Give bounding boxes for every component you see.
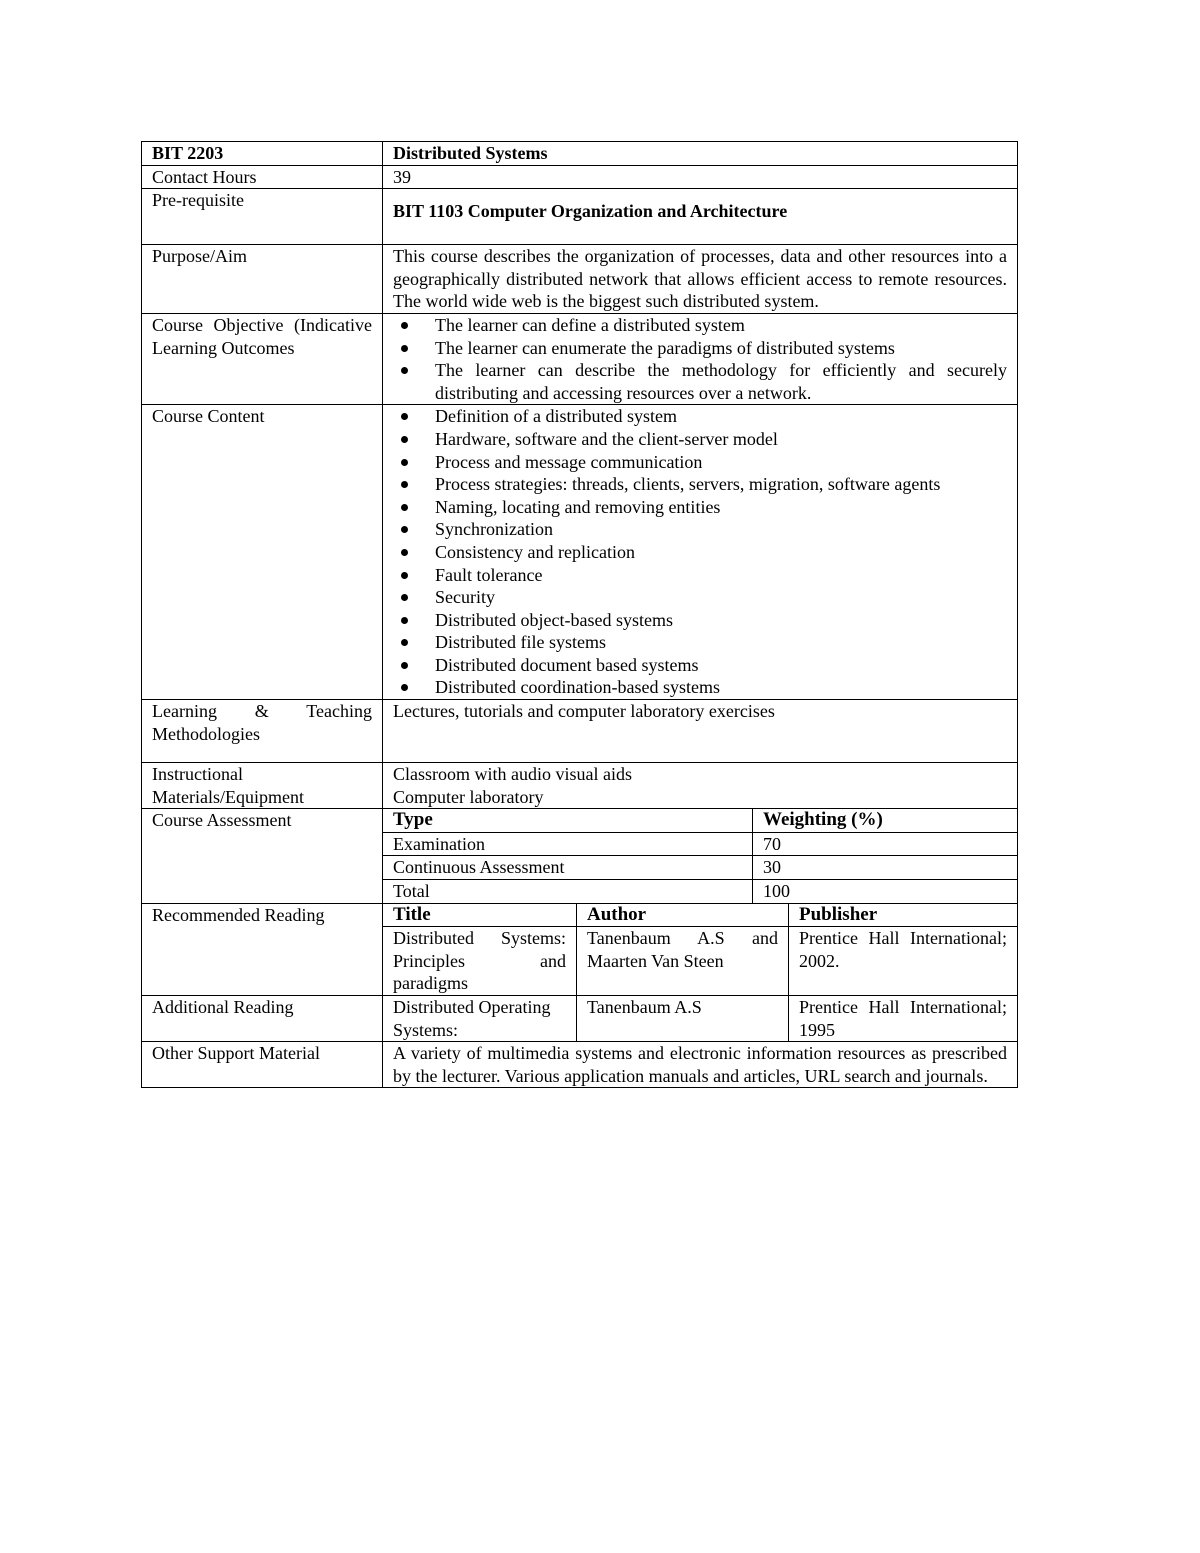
additional-label: Additional Reading: [142, 996, 383, 1042]
assessment-row: [142, 809, 1018, 903]
course-title: Distributed Systems: [383, 142, 1018, 166]
recommended-row: [142, 903, 1018, 995]
list-item: Distributed document based systems: [435, 654, 1007, 677]
assessment-weight: 100: [753, 880, 1018, 903]
list-item: Process strategies: threads, clients, servers, migration, software agents: [435, 473, 1007, 496]
contact-hours-label: Contact Hours: [142, 165, 383, 189]
list-item: Fault tolerance: [435, 564, 1007, 587]
list-item: Distributed object-based systems: [435, 609, 1007, 632]
list-item: The learner can describe the methodology for efficiently and securely distributing and accessing resources over a network.: [435, 360, 1007, 403]
list-item: Security: [435, 586, 1007, 609]
prerequisite-value: BIT 1103 Computer Organization and Architecture: [383, 189, 1018, 245]
table-row: [383, 809, 1017, 832]
list-item: The learner can enumerate the paradigms of distributed systems: [435, 337, 1007, 360]
methodologies-label: Learning & Teaching Methodologies: [142, 700, 383, 763]
additional-author: Tanenbaum A.S: [577, 996, 789, 1041]
list-item: The learner can define a distributed system: [435, 314, 1007, 337]
assessment-type: Continuous Assessment: [383, 856, 753, 880]
objectives-row: [142, 313, 1018, 404]
assessment-table: [383, 809, 1017, 902]
additional-table: [383, 996, 1017, 1041]
assessment-label: Course Assessment: [142, 809, 383, 903]
content-row: [142, 405, 1018, 700]
list-item: Naming, locating and removing entities: [435, 496, 1007, 519]
assessment-cell: [383, 809, 1018, 903]
recommended-cell: [383, 903, 1018, 995]
purpose-row: [142, 245, 1018, 314]
table-row: [383, 832, 1017, 856]
materials-cell: [383, 763, 1018, 809]
purpose-label: Purpose/Aim: [142, 245, 383, 314]
list-item: Consistency and replication: [435, 541, 1007, 564]
other-support-label: Other Support Material: [142, 1042, 383, 1088]
recommended-author: Tanenbaum A.S and Maarten Van Steen: [577, 927, 789, 995]
materials-label: Instructional Materials/Equipment: [142, 763, 383, 809]
content-list: [393, 405, 1007, 699]
list-item: Process and message communication: [435, 451, 1007, 474]
contact-hours-value: 39: [383, 165, 1018, 189]
materials-row: [142, 763, 1018, 809]
recommended-title-header: Title: [383, 904, 577, 927]
objectives-cell: [383, 313, 1018, 404]
table-row: [383, 880, 1017, 903]
recommended-publisher: Prentice Hall International; 2002.: [789, 927, 1018, 995]
prerequisite-row: [142, 189, 1018, 245]
course-code: BIT 2203: [142, 142, 383, 166]
assessment-type: Examination: [383, 832, 753, 856]
additional-row: [142, 996, 1018, 1042]
content-cell: [383, 405, 1018, 700]
materials-line: Computer laboratory: [393, 786, 544, 807]
recommended-publisher-header: Publisher: [789, 904, 1018, 927]
table-row: [383, 856, 1017, 880]
table-row: [383, 904, 1017, 927]
course-outline-page: [141, 141, 1018, 1088]
assessment-weight-header: Weighting (%): [753, 809, 1018, 832]
assessment-type-header: Type: [383, 809, 753, 832]
recommended-table: [383, 904, 1017, 995]
table-row: [383, 927, 1017, 995]
objectives-list: [393, 314, 1007, 404]
methodologies-value: Lectures, tutorials and computer laboratory exercises: [383, 700, 1018, 763]
assessment-weight: 30: [753, 856, 1018, 880]
objectives-label: Course Objective (Indicative Learning Outcomes: [142, 313, 383, 404]
course-header-row: [142, 142, 1018, 166]
list-item: Synchronization: [435, 518, 1007, 541]
methodologies-row: [142, 700, 1018, 763]
assessment-weight: 70: [753, 832, 1018, 856]
course-outline-table: [141, 141, 1018, 1088]
contact-hours-row: [142, 165, 1018, 189]
other-support-value: A variety of multimedia systems and electronic information resources as prescribed by the lecturer. Various application manuals and articles, URL search and journals.: [383, 1042, 1018, 1088]
list-item: Distributed file systems: [435, 631, 1007, 654]
assessment-type: Total: [383, 880, 753, 903]
additional-cell: [383, 996, 1018, 1042]
recommended-label: Recommended Reading: [142, 903, 383, 995]
materials-line: Classroom with audio visual aids: [393, 764, 632, 785]
other-support-row: [142, 1042, 1018, 1088]
prerequisite-label: Pre-requisite: [142, 189, 383, 245]
recommended-title: Distributed Systems: Principles and paradigms: [383, 927, 577, 995]
list-item: Hardware, software and the client-server model: [435, 428, 1007, 451]
recommended-author-header: Author: [577, 904, 789, 927]
additional-title: Distributed Operating Systems:: [383, 996, 577, 1041]
table-row: [383, 996, 1017, 1041]
content-label: Course Content: [142, 405, 383, 700]
additional-publisher: Prentice Hall International; 1995: [789, 996, 1018, 1041]
list-item: Definition of a distributed system: [435, 405, 1007, 428]
purpose-value: This course describes the organization of processes, data and other resources into a geographically distributed network that allows efficient access to remote resources. The world wide web is the biggest such distributed system.: [383, 245, 1018, 314]
list-item: Distributed coordination-based systems: [435, 676, 1007, 699]
